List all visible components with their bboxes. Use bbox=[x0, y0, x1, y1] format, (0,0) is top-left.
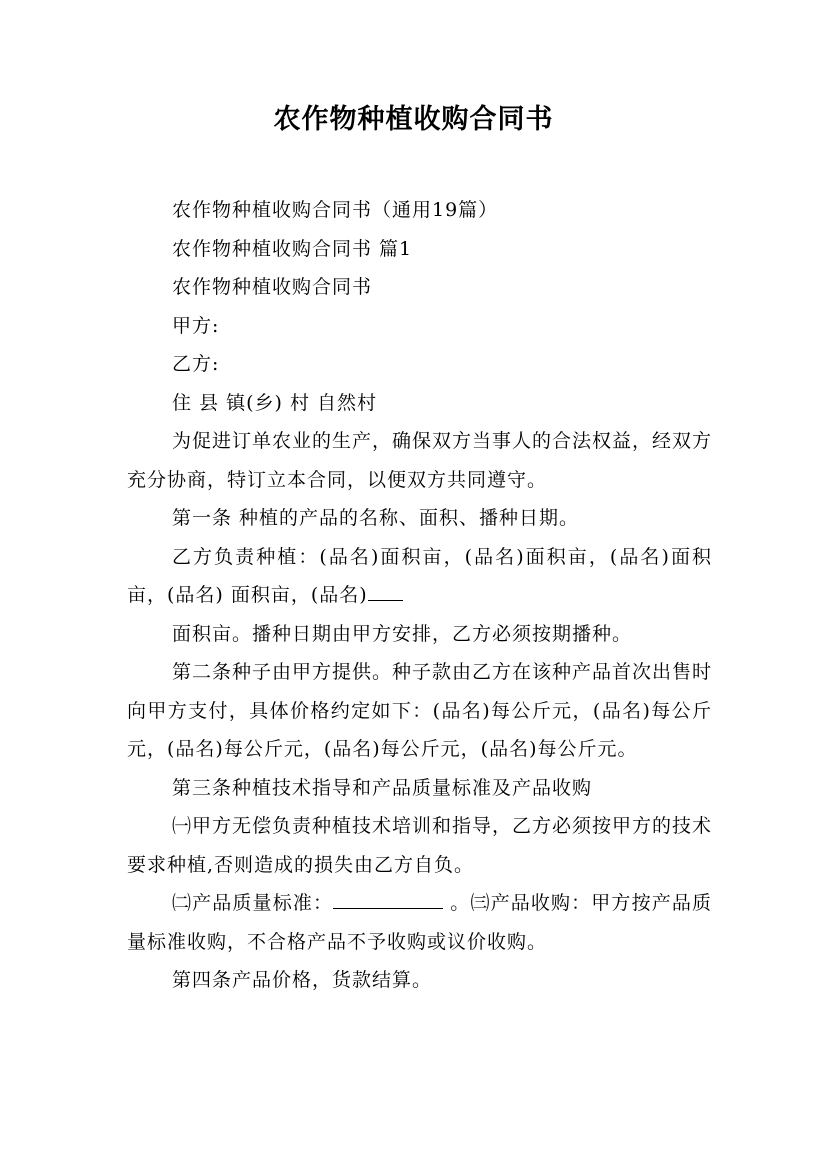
article-3-item-1: ㈠甲方无偿负责种植技术培训和指导，乙方必须按甲方的技术要求种植,否则造成的损失由乙方自负。 bbox=[127, 815, 713, 876]
paragraph-subtitle: 农作物种植收购合同书（通用19篇） bbox=[172, 199, 499, 221]
article-1-body bbox=[127, 538, 712, 615]
article-1-text: 乙方负责种植：(品名)面积亩，(品名)面积亩，(品名)面积亩，(品名) 面积亩，(品名) bbox=[127, 545, 712, 606]
article-3-item-2-3 bbox=[127, 884, 712, 961]
document-body bbox=[127, 191, 712, 1000]
article-1-sowing: 面积亩。播种日期由甲方安排，乙方必须按期播种。 bbox=[172, 622, 633, 645]
document-title: 农作物种植收购合同书 bbox=[273, 104, 554, 135]
article-2-body: 第二条种子由甲方提供。种子款由乙方在该种产品首次出售时向甲方支付，具体价格约定如下：(品名)每公斤元，(品名)每公斤元，(品名)每公斤元，(品名)每公斤元，(品名)每公斤元。 bbox=[127, 661, 713, 760]
paragraph-preamble: 为促进订单农业的生产，确保双方当事人的合法权益，经双方充分协商，特订立本合同，以便双方共同遵守。 bbox=[127, 430, 713, 491]
blank-line bbox=[333, 888, 443, 909]
paragraph-contract-name: 农作物种植收购合同书 bbox=[172, 276, 373, 298]
paragraph-chapter-heading: 农作物种植收购合同书 篇1 bbox=[172, 237, 413, 260]
blank-line bbox=[368, 580, 403, 601]
quality-label: ㈡产品质量标准： bbox=[172, 892, 334, 914]
purchase-text: 。㈢产品收购：甲方按产品质量标准收购，不合格产品不予收购或议价收购。 bbox=[127, 892, 712, 953]
address-line: 住 县 镇(乡) 村 自然村 bbox=[172, 391, 377, 414]
article-4-heading: 第四条产品价格，货款结算。 bbox=[172, 969, 433, 991]
party-a-line: 甲方: bbox=[172, 314, 220, 337]
party-b-line: 乙方: bbox=[172, 353, 220, 375]
article-1-heading: 第一条 种植的产品的名称、面积、播种日期。 bbox=[172, 507, 580, 529]
article-3-heading: 第三条种植技术指导和产品质量标准及产品收购 bbox=[172, 776, 593, 799]
